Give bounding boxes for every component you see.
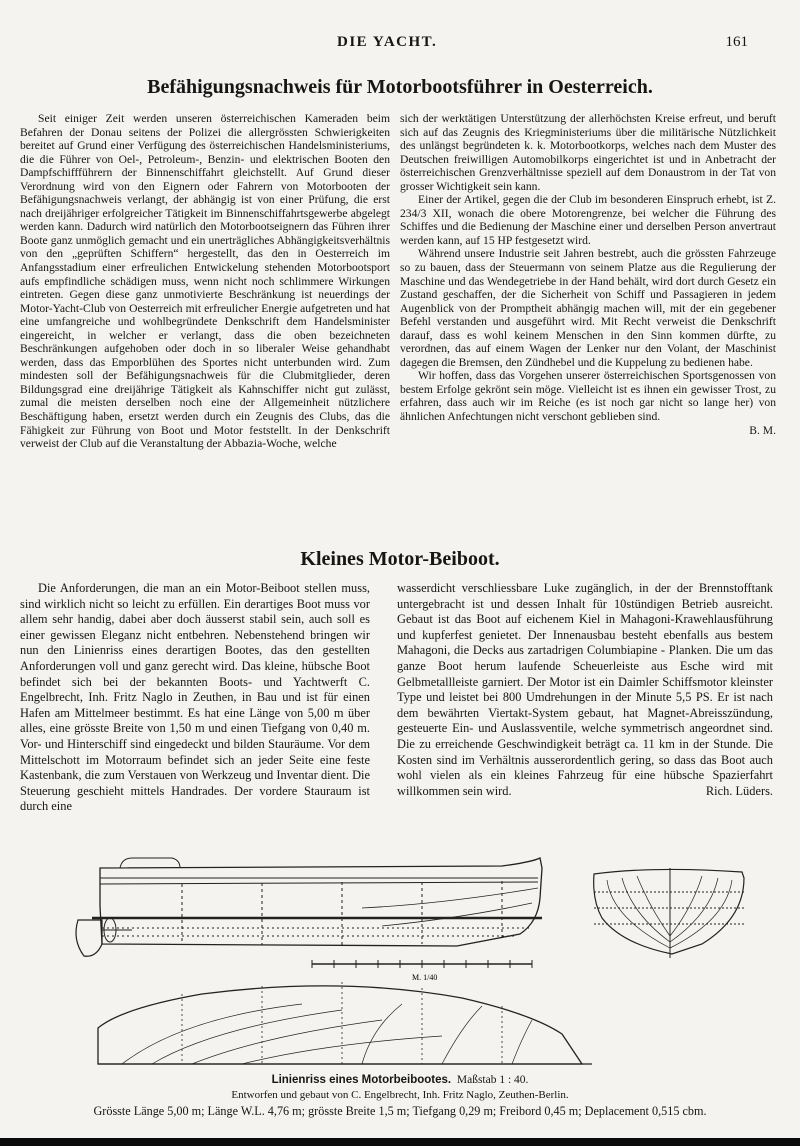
article1-paragraph: Seit einiger Zeit werden unseren österreichischen Kameraden beim Befahren der Donau seitens der Polizei die allergrössten Schwierigkeiten bereitet auf Grund einer Verfügung des österreichischen Handelsministeriums, die die Führer von Oel-, Petroleum-, Benzin- und elektrischen Booten den Dampfschiffführern der Binnenschiffahrt gleichstellt. Auf Grund dieser Verordnung wird von den Eignern oder Fahrern von Motorbooten der Befähigungsnachweis verlangt, der abhängig ist von einer Prüfung, die erst nach dreijähriger erfolgreicher Tätigkeit im Binnenschiffahrtsgewerbe abgelegt werden kann. Dadurch wird natürlich den Motorbootseignern das Führen ihrer Boote ganz unmöglich gemacht und ein unerträgliches Abhängigkeitsverhältnis von den „geprüften Schiffern“ hergestellt, das den in Oesterreich im Anfangsstadium einer erfreulichen Entwickelung stehenden Motorbootsport aufs empfindliche schädigen muss, wenn nicht noch schlimmere Wirkungen eintreten. Gegen diese ganz unmotivierte Beschränkung ist neuerdings der Motor-Yacht-Club von Oesterreich mit erfreulicher Energie aufgetreten und hat eine umfangreiche und wohlbegründete Denkschrift dem Handelsminister eingereicht, in welcher er verlangt, dass die oben bezeichneten Beschränkungen aufgehoben oder doch in so liberaler Weise gehandhabt werden, dass das Emporblühen des Sportes nicht unterbunden wird. Zum mindesten soll der Befähigungsnachweis für die Clubmitglieder, deren Bildungsgrad eine dreijährige Tätigkeit als Kahnschiffer nicht gut zulässt, zumal die meisten derselben noch eine der Allgemeinheit nützlichere Beschäftigung haben, ersetzt werden durch ein Zeugnis des Clubs, das die Fähigkeit zur Führung von Boot und Motor feststellt. In der Denkschrift verweist der Club auf die Veranstaltung der Abbazia-Woche, welche — [20, 112, 390, 451]
drawing-scale-label: M. 1/40 — [412, 973, 438, 982]
article-title-befaehigungsnachweis: Befähigungsnachweis für Motorbootsführer in Oesterreich. — [147, 76, 653, 98]
caption-title: Linienriss eines Motorbeibootes. — [271, 1074, 452, 1086]
rudder-propeller — [76, 918, 132, 956]
article2-paragraph: Die Anforderungen, die man an ein Motor-Beiboot stellen muss, sind wirklich nicht so leicht zu erfüllen. Ein derartiges Boot muss vor allem sehr handig, dabei aber doch äusserst stabil sein, auch soll es einer gewissen Eleganz nicht entbehren. Nebenstehend bringen wir nun den Linienriss eines derartigen Bootes, das den gestellten Anforderungen voll und ganz gerecht wird. Das kleine, hübsche Boot befindet sich bei der bekannten Boots- und Yachtwerft C. Engelbrecht, Inh. Fritz Naglo in Zeuthen, in Bau und ist für einen Hafen am Mittelmeer bestimmt. Es hat eine Länge von 5,00 m über alles, eine grösste Breite von 1,50 m und einen Tiefgang von 0,40 m. Vor- und Hinterschiff sind eingedeckt und bilden Stauräume. Vor dem Mittelschott im Motorraum befindet sich an jeder Seite eine feste Kastenbank, die zum Verstauen von Werkzeug und Inventar dient. Die Steuerung geschieht mittels Handrades. Der vordere Stauraum ist durch eine — [20, 581, 370, 814]
article1-paragraph: Während unsere Industrie seit Jahren bestrebt, auch die grössten Fahrzeuge so zu bauen, dass der Steuermann von seinem Platze aus die Regulierung der Maschine und das Wendegetriebe in der Hand behält, wird dort durch Gesetz ein Zustand geschaffen, der die Sicherheit von Schiff und Passagieren in jedem Augenblick von der Promptheit abhängig machen will, mit der ein gegebener Befehl verstanden und ausgeführt wird. Mit Recht verweist die Denkschrift darauf, dass es wohl keinem Menschen in den Sinn kommen dürfte, zu verordnen, das auf einem Wagen der Lenker nur den Volant, der Maschinist dagegen die Bremsen, den Zündhebel und die Kuppelung zu bedienen habe. — [400, 247, 776, 369]
running-header — [0, 34, 800, 54]
article1-paragraph: Einer der Artikel, gegen die der Club im besonderen Einspruch erhebt, ist Z. 234/3 XII, wonach die obere Motorengrenze, bei welcher die Führung des Schiffes und die Bedienung der Maschine einer und derselben Person anvertraut werden kann, auf 15 HP festgesetzt wird. — [400, 193, 776, 247]
boat-lines-drawing — [62, 848, 752, 1070]
figure-caption-credit: Entworfen und gebaut von C. Engelbrecht, Inh. Fritz Naglo, Zeuthen-Berlin. — [231, 1089, 569, 1101]
scan-edge — [0, 1138, 800, 1146]
article1-right-column — [400, 112, 776, 437]
article1-paragraph: Wir hoffen, dass das Vorgehen unserer österreichischen Sportsgenossen von bestem Erfolge gekrönt sein möge. Vielleicht ist es ihnen ein gewisser Trost, zu erfahren, dass auch wir im Reiche (es ist noch gar nicht so lange her) von ähnlichen Anfechtungen nicht verschont geblieben sind. — [400, 369, 776, 424]
article1-paragraph: sich der werktätigen Unterstützung der allerhöchsten Kreise erfreut, und beruft sich auf das Zeugnis des Kriegministeriums über die militärische Nützlichkeit des unlängst begründeten k. k. Motorbootkorps, welches nach dem Muster des Deutschen freiwilligen Automobilkorps eingerichtet ist und in Anbetracht der österreichischen Grenzverhältnisse speziell auf dem Donaustrom in der Tat von grosser Wichtigkeit sein kann. — [400, 112, 776, 193]
article2-left-column — [20, 581, 370, 815]
article2-right-column — [397, 581, 773, 799]
boat-half-breadth-view — [98, 982, 592, 1064]
page-number: 161 — [725, 34, 748, 50]
article1-left-column — [20, 112, 390, 451]
running-title: DIE YACHT. — [337, 34, 438, 50]
scale-bar — [312, 960, 532, 968]
figure-caption-dimensions: Grösste Länge 5,00 m; Länge W.L. 4,76 m; grösste Breite 1,5 m; Tiefgang 0,29 m; Freibord 0,45 m; Deplacement 0,515 cbm. — [93, 1104, 707, 1118]
article2-paragraph — [397, 581, 773, 799]
caption-scale: Maßstab 1 : 40. — [456, 1074, 529, 1086]
figure-caption-title — [0, 1074, 800, 1086]
article2-signature: Rich. Lüders. — [705, 783, 773, 798]
article1-signature: B. M. — [749, 423, 776, 437]
article-title-motor-beiboot: Kleines Motor-Beiboot. — [300, 548, 500, 570]
article2-paragraph-text: wasserdicht verschliessbare Luke zugänglich, in der der Brennstofftank untergebracht ist und dessen Inhalt für 10stündigen Betrieb ausreicht. Gebaut ist das Boot auf eichenem Kiel in Mahagoni-Krawehlausführung und kupferfest genietet. Der Innenausbau besteht ebenfalls aus bestem Mahagoni, die Decks aus zartadrigen Columbiapine - Planken. Die um das ganze Boot herum laufende Scheuerleiste aus Esche wird mit Gelbmetallleiste garniert. Der Motor ist ein Daimler Schiffsmotor kleinster Type und leistet bei 800 Umdrehungen in der Minute 5,5 PS. Er ist nach dem bewährten Viertakt-System gebaut, hat Magnet-Abreisszündung, gesteuerte Ein- und Auslassventile, welche symmetrisch angeordnet sind. Die zu erreichende Geschwindigkeit beträgt ca. 11 km in der Stunde. Die Kosten sind im Verhältnis ausserordentlich gering, so dass das Boot auch wohl vielen als ein kleines Fahrzeug für eine hübsche Spazierfahrt willkommen sein wird. — [397, 581, 773, 798]
boat-section-view — [594, 868, 744, 958]
boat-profile-view — [92, 858, 542, 946]
